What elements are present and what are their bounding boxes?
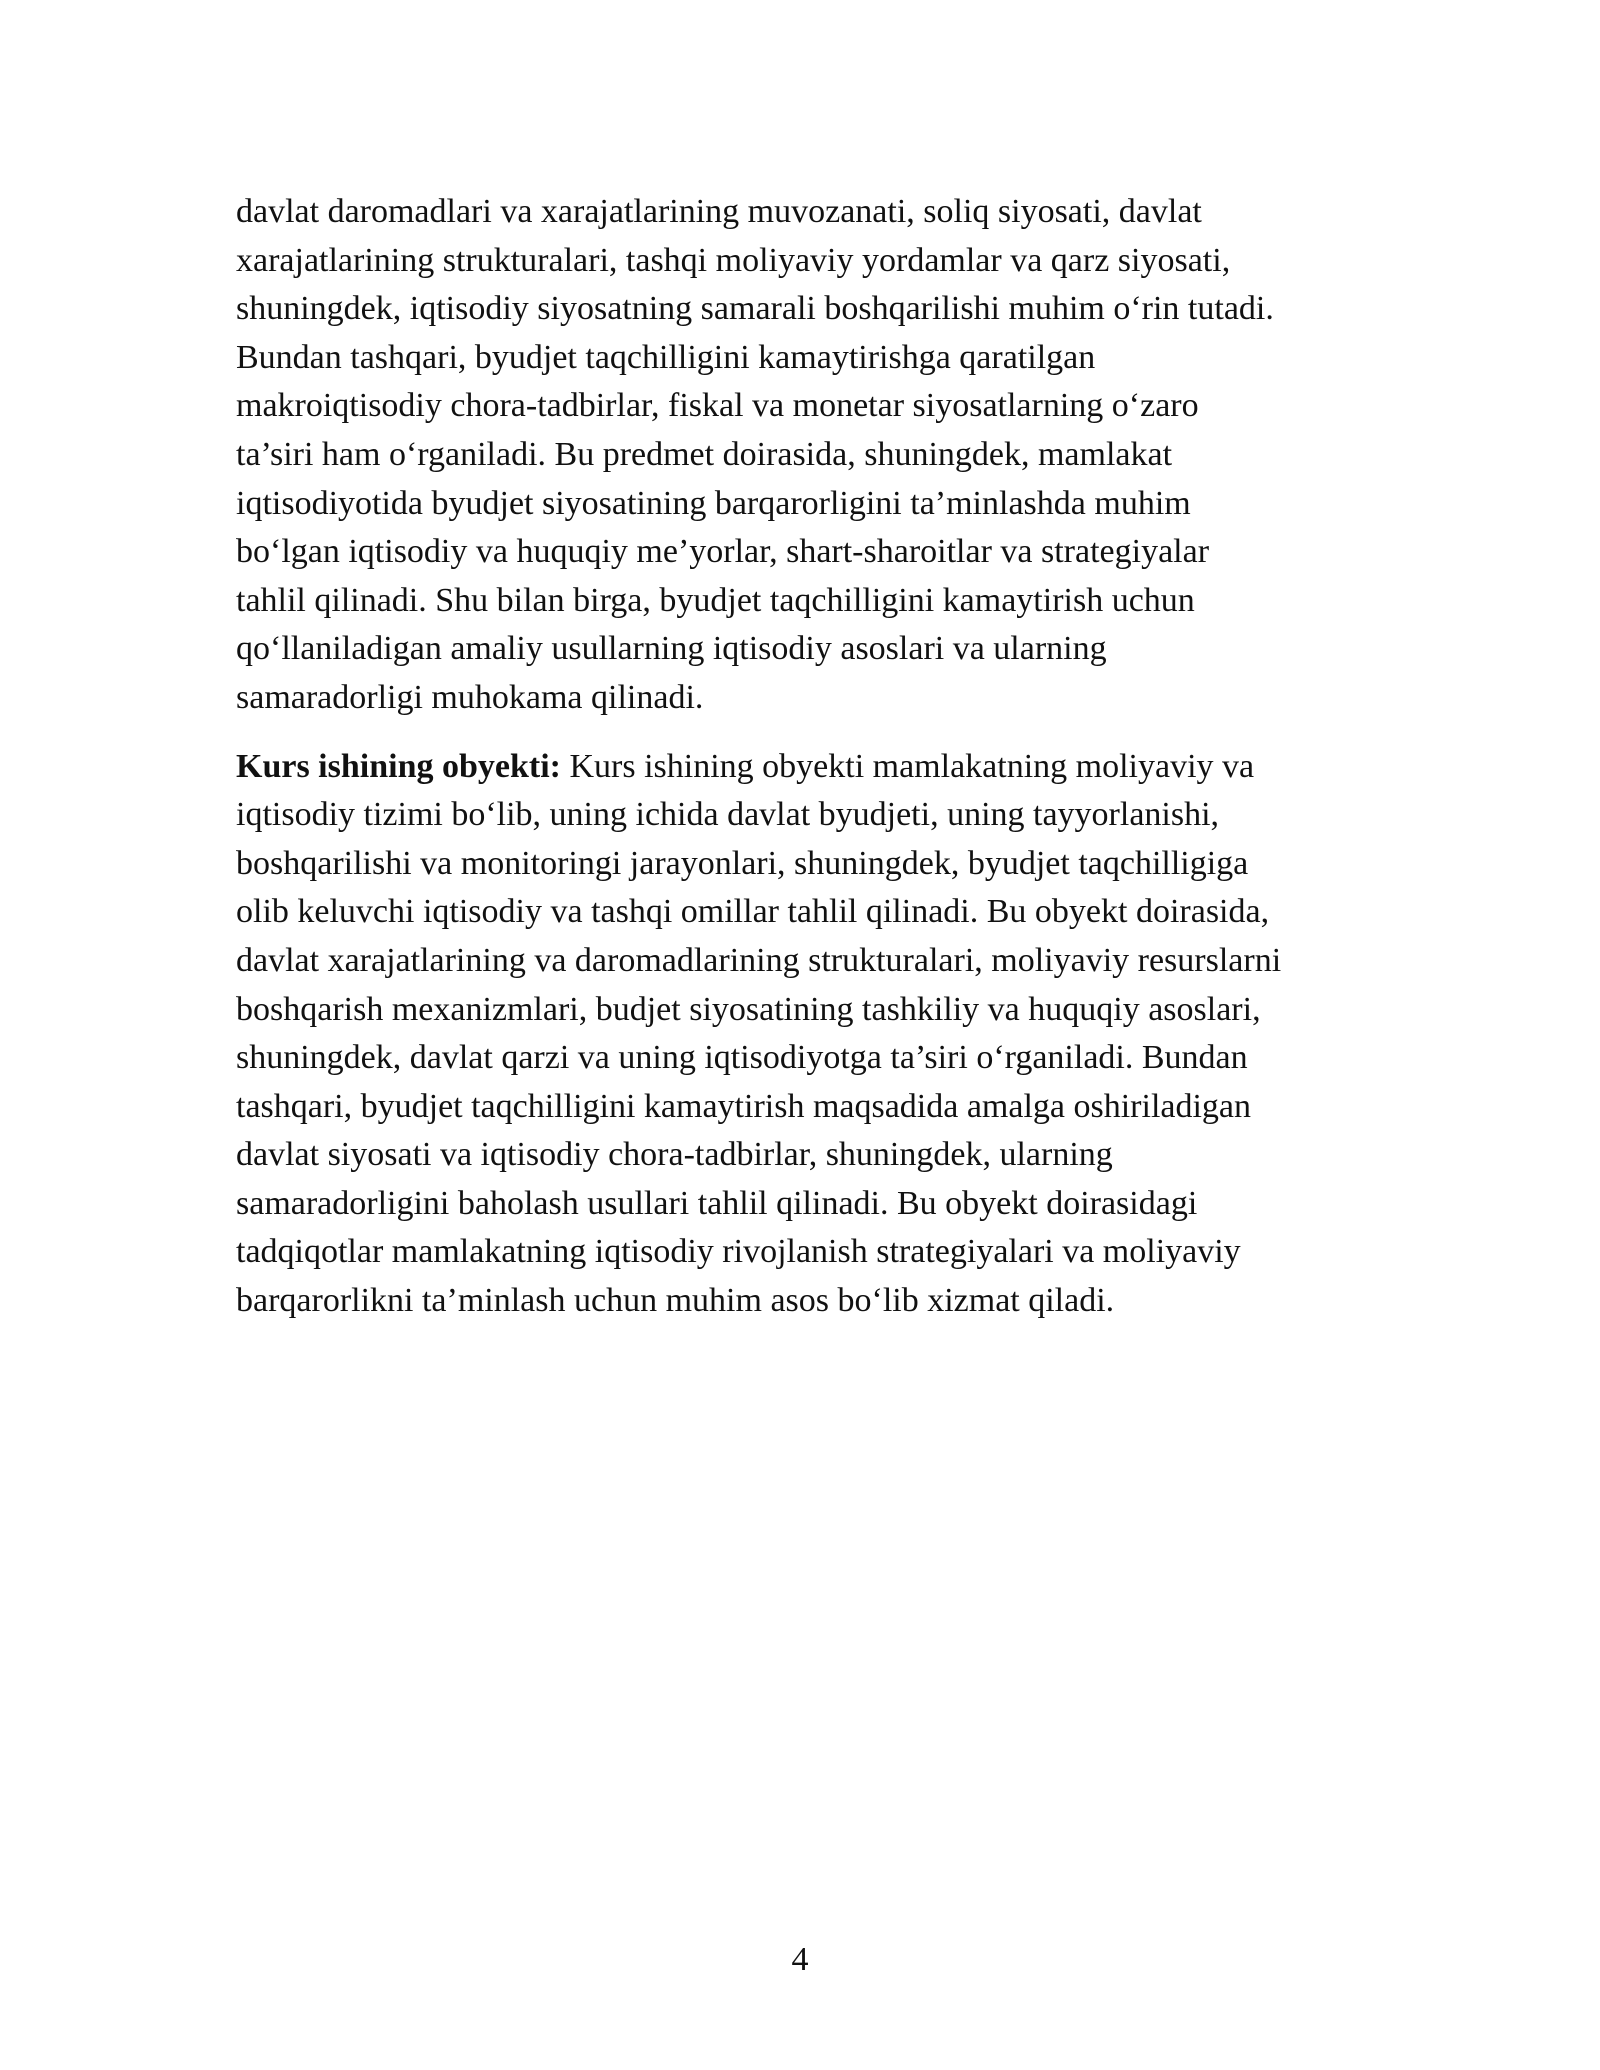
text-line: samaradorligi muhokama qilinadi.: [236, 678, 704, 716]
text-line: davlat siyosati va iqtisodiy chora-tadbirlar, shuningdek, ularning: [236, 1136, 1113, 1174]
text-line: olib keluvchi iqtisodiy va tashqi omillar tahlil qilinadi. Bu obyekt doirasida,: [236, 893, 1270, 931]
text-line: qo‘llaniladigan amaliy usullarning iqtisodiy asoslari va ularning: [236, 630, 1107, 668]
text-line: boshqarish mexanizmlari, budjet siyosatining tashkiliy va huquqiy asoslari,: [236, 990, 1261, 1028]
paragraph-heading: Kurs ishining obyekti:: [236, 747, 561, 785]
body-text: [236, 188, 1376, 1326]
text-line: makroiqtisodiy chora-tadbirlar, fiskal va monetar siyosatlarning o‘zaro: [236, 387, 1199, 425]
paragraph-predmet: [236, 188, 1376, 723]
text-line: iqtisodiy tizimi bo‘lib, uning ichida davlat byudjeti, uning tayyorlanishi,: [236, 796, 1220, 834]
text-line: Bundan tashqari, byudjet taqchilligini kamaytirishga qaratilgan: [236, 338, 1096, 376]
text-line: samaradorligini baholash usullari tahlil qilinadi. Bu obyekt doirasidagi: [236, 1184, 1198, 1222]
text-line: iqtisodiyotida byudjet siyosatining barqarorligini ta’minlashda muhim: [236, 484, 1191, 522]
text-line: shuningdek, davlat qarzi va uning iqtisodiyotga ta’siri o‘rganiladi. Bundan: [236, 1039, 1248, 1077]
paragraph-first-line-text: Kurs ishining obyekti mamlakatning moliyaviy va: [560, 747, 1255, 785]
paragraph-spacer: [236, 723, 1376, 743]
text-line: bo‘lgan iqtisodiy va huquqiy me’yorlar, shart-sharoitlar va strategiyalar: [236, 533, 1210, 571]
page-number: 4: [791, 1941, 809, 1978]
paragraph-obyekt: [236, 743, 1376, 1326]
text-line: xarajatlarining strukturalari, tashqi moliyaviy yordamlar va qarz siyosati,: [236, 241, 1231, 279]
text-line: tahlil qilinadi. Shu bilan birga, byudjet taqchilligini kamaytirish uchun: [236, 581, 1195, 619]
text-line: tadqiqotlar mamlakatning iqtisodiy rivojlanish strategiyalari va moliyaviy: [236, 1233, 1241, 1271]
text-line: boshqarilishi va monitoringi jarayonlari, shuningdek, byudjet taqchilligiga: [236, 844, 1249, 882]
text-line: barqarorlikni ta’minlash uchun muhim asos bo‘lib xizmat qiladi.: [236, 1282, 1115, 1320]
text-line: tashqari, byudjet taqchilligini kamaytirish maqsadida amalga oshiriladigan: [236, 1087, 1252, 1125]
text-line: ta’siri ham o‘rganiladi. Bu predmet doirasida, shuningdek, mamlakat: [236, 435, 1173, 473]
text-line-first: [236, 743, 1376, 792]
text-line: shuningdek, iqtisodiy siyosatning samarali boshqarilishi muhim o‘rin tutadi.: [236, 290, 1274, 328]
text-line: davlat daromadlari va xarajatlarining muvozanati, soliq siyosati, davlat: [236, 193, 1202, 230]
text-line: davlat xarajatlarining va daromadlarining strukturalari, moliyaviy resurslarni: [236, 941, 1282, 979]
